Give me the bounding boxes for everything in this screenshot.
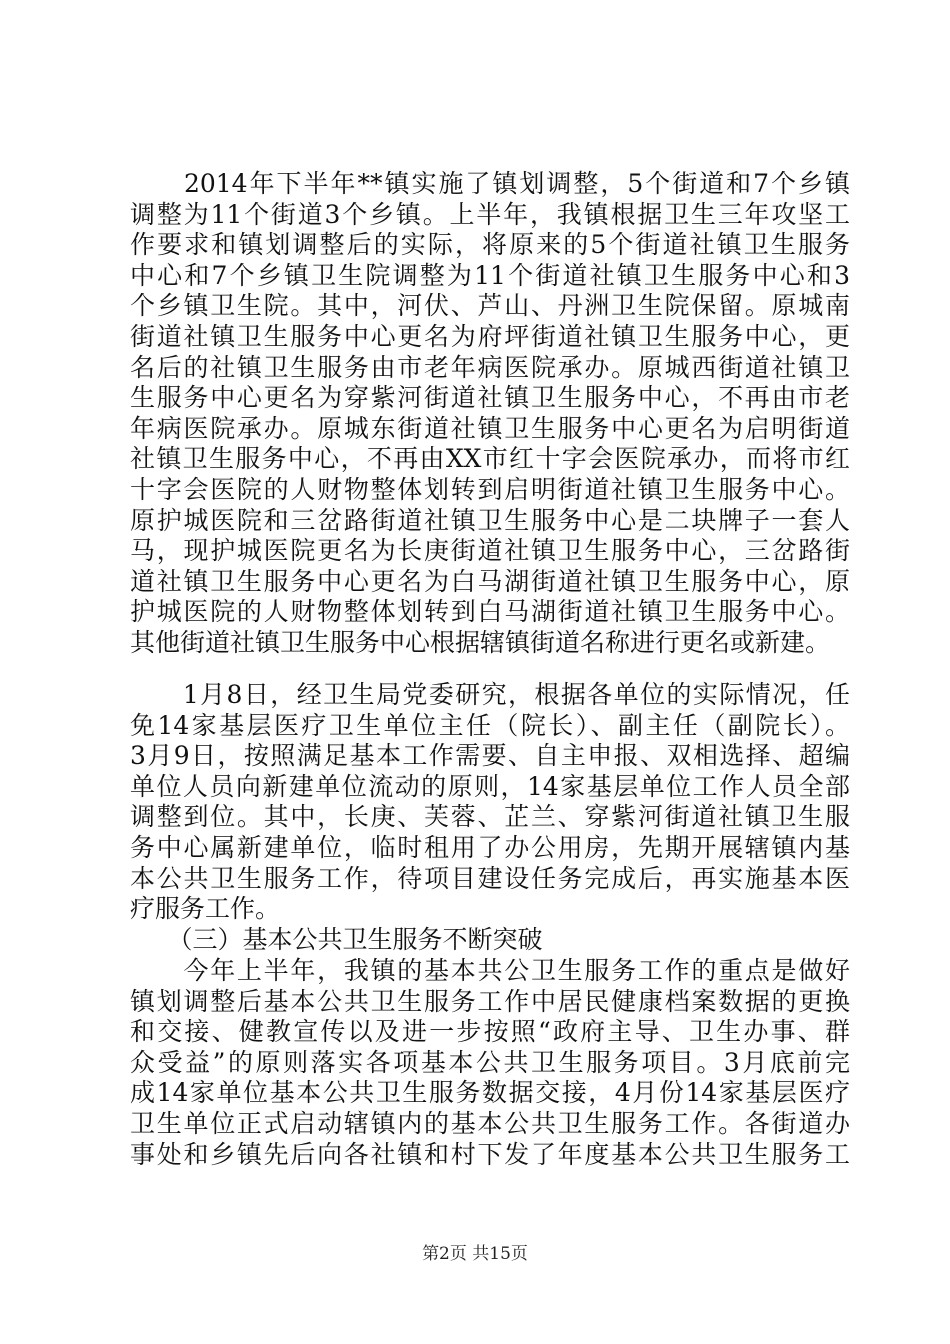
paragraph-1-line: 十字会医院的人财物整体划转到启明街道社镇卫生服务中心。 (130, 475, 850, 504)
paragraph-3-line: 事处和乡镇先后向各社镇和村下发了年度基本公共卫生服务工 (130, 1139, 850, 1169)
paragraph-2-line: 疗服务工作。 (130, 894, 281, 924)
paragraph-1-line: 原护城医院和三岔路街道社镇卫生服务中心是二块牌子一套人 (130, 505, 850, 535)
paragraph-1-line: 年病医院承办。原城东街道社镇卫生服务中心更名为启明街道 (130, 413, 850, 443)
paragraph-1-line: 其他街道社镇卫生服务中心根据辖镇街道名称进行更名或新建。 (130, 628, 831, 657)
paragraph-1-line: 作要求和镇划调整后的实际，将原来的5个街道社镇卫生服务 (130, 230, 850, 260)
paragraph-1-line: 2014年下半年**镇实施了镇划调整，5个街道和7个乡镇 (130, 169, 850, 198)
paragraph-1-line: 名后的社镇卫生服务由市老年病医院承办。原城西街道社镇卫 (130, 352, 850, 382)
paragraph-3-line: 众受益”的原则落实各项基本公共卫生服务项目。3月底前完 (130, 1047, 850, 1077)
paragraph-3-line: 镇划调整后基本公共卫生服务工作中居民健康档案数据的更换 (130, 986, 850, 1016)
page-footer: 第2页 共15页 (422, 1244, 528, 1264)
paragraph-2-line: 调整到位。其中，长庚、芙蓉、芷兰、穿紫河街道社镇卫生服 (130, 802, 850, 832)
paragraph-3-line: 今年上半年，我镇的基本共公卫生服务工作的重点是做好 (130, 956, 850, 985)
paragraph-2-line: 1月8日，经卫生局党委研究，根据各单位的实际情况，任 (130, 680, 850, 709)
paragraph-2-line: 免14家基层医疗卫生单位主任（院长）、副主任（副院长）。 (130, 710, 850, 740)
section-heading: （三）基本公共卫生服务不断突破 (130, 925, 543, 954)
paragraph-1-line: 个乡镇卫生院。其中，河伏、芦山、丹洲卫生院保留。原城南 (130, 291, 850, 321)
paragraph-1-line: 调整为11个街道3个乡镇。上半年，我镇根据卫生三年攻坚工 (130, 199, 850, 229)
paragraph-3-line: 成14家单位基本公共卫生服务数据交接，4月份14家基层医疗 (130, 1078, 850, 1108)
paragraph-3-line: 卫生单位正式启动辖镇内的基本公共卫生服务工作。各街道办 (130, 1109, 850, 1138)
paragraph-2-line: 务中心属新建单位，临时租用了办公用房，先期开展辖镇内基 (130, 833, 850, 862)
paragraph-1-line: 生服务中心更名为穿紫河街道社镇卫生服务中心，不再由市老 (130, 383, 850, 413)
paragraph-1-line: 马，现护城医院更名为长庚街道社镇卫生服务中心，三岔路街 (130, 536, 850, 566)
paragraph-2-line: 单位人员向新建单位流动的原则，14家基层单位工作人员全部 (130, 771, 850, 801)
paragraph-2-line: 本公共卫生服务工作，待项目建设任务完成后，再实施基本医 (130, 863, 850, 893)
paragraph-1-line: 护城医院的人财物整体划转到白马湖街道社镇卫生服务中心。 (130, 597, 850, 627)
paragraph-2-line: 3月9日，按照满足基本工作需要、自主申报、双相选择、超编 (130, 741, 850, 771)
paragraph-1-line: 中心和7个乡镇卫生院调整为11个街道社镇卫生服务中心和3 (130, 260, 850, 290)
paragraph-3-line: 和交接、健教宣传以及进一步按照“政府主导、卫生办事、群 (130, 1017, 850, 1047)
paragraph-1-line: 道社镇卫生服务中心更名为白马湖街道社镇卫生服务中心，原 (130, 566, 850, 596)
paragraph-1-line: 街道社镇卫生服务中心更名为府坪街道社镇卫生服务中心，更 (130, 322, 850, 351)
paragraph-1-line: 社镇卫生服务中心，不再由XX市红十字会医院承办，而将市红 (130, 444, 850, 474)
